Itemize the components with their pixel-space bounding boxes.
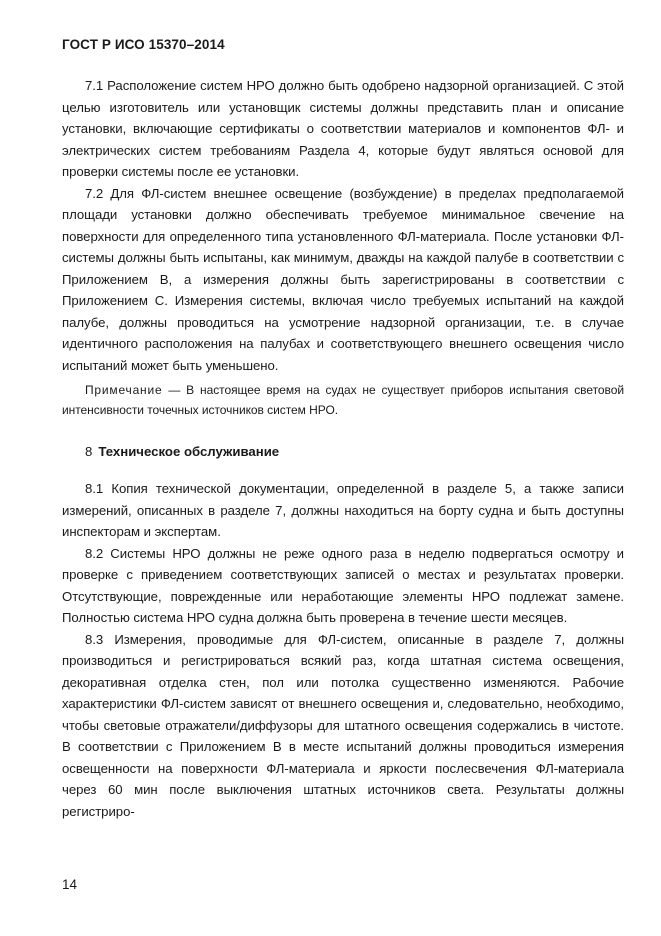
note-label: Примечание <box>85 383 163 397</box>
paragraph-7-1: 7.1 Расположение систем НРО должно быть одобрено надзорной организацией. С этой целью изготовитель или установщик системы должны представить план и описание установки, включающие сертификаты о соответствии материалов и компонентов ФЛ- и электрических систем требованиям Раздела 4, которые будут являться основой для проверки системы после ее установки. <box>62 78 624 179</box>
document-code-header: ГОСТ Р ИСО 15370–2014 <box>62 37 225 52</box>
page-number: 14 <box>62 877 78 892</box>
note-paragraph <box>62 381 624 420</box>
paragraph-8-1: 8.1 Копия технической документации, определенной в разделе 5, а также записи измерений, описанных в разделе 7, должны находиться на борту судна и быть доступны инспекторам и экспертам. <box>62 481 624 539</box>
section-number: 8 <box>85 444 93 459</box>
note-text: — В настоящее время на судах не существует приборов испытания световой интенсивности точечных источников систем НРО. <box>62 383 624 417</box>
paragraph-8-3: 8.3 Измерения, проводимые для ФЛ-систем, описанные в разделе 7, должны производиться и регистрироваться всякий раз, когда штатная система освещения, декоративная отделка стен, пол или потолка существенно изменяются. Рабочие характеристики ФЛ-систем зависят от внешнего освещения и, следовательно, необходимо, чтобы световые отражатели/диффузоры для штатного освещения содержались в чистоте. В соответствии с Приложением В в месте испытаний должны проводиться измерения освещенности на поверхности ФЛ-материала и яркости послесвечения ФЛ-материала через 60 мин после выключения штатных источников света. Результаты должны регистриро- <box>62 631 624 819</box>
section-8-heading <box>62 442 624 462</box>
document-body <box>62 75 624 822</box>
section-title: Техническое обслуживание <box>98 444 280 459</box>
paragraph-8-2: 8.2 Системы НРО должны не реже одного раза в неделю подвергаться осмотру и проверке с приведением соответствующих записей о местах и результатах проверки. Отсутствующие, поврежденные или неработающие элементы НРО подлежат замене. Полностью система НРО судна должна быть проверена в течение шести месяцев. <box>62 545 624 625</box>
paragraph-7-2: 7.2 Для ФЛ-систем внешнее освещение (возбуждение) в пределах предполагаемой площади установки должно обеспечивать требуемое минимальное свечение на поверхности для определенного типа установленного ФЛ-материала. После установки ФЛ-системы должны быть испытаны, как минимум, дважды на каждой палубе в соответствии с Приложением В, а измерения должны быть зарегистрированы в соответствии с Приложением С. Измерения системы, включая число требуемых испытаний на каждой палубе, должны проводиться на усмотрение надзорной организации, т.е. в случае идентичного расположения на палубах и соответствующего внешнего освещения число испытаний может быть уменьшено. <box>62 185 624 373</box>
